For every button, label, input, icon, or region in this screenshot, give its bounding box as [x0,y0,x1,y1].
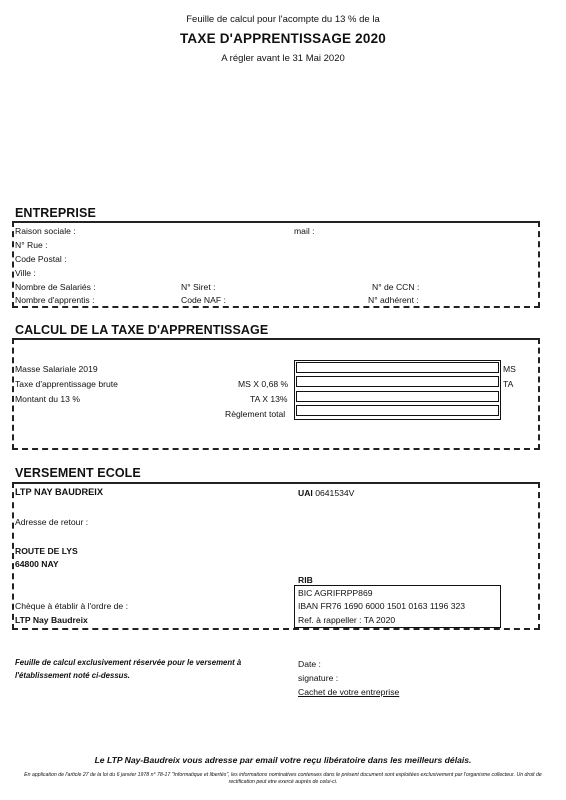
code-postal-label: Code Postal : [15,254,67,264]
iban-text: IBAN FR76 1690 6000 1501 0163 1196 323 [298,601,466,611]
rib-label: RIB [298,575,313,585]
adherent-label: N° adhérent : [368,295,419,305]
reglement-label: Règlement total [225,409,286,419]
cheque-payee: LTP Nay Baudreix [15,615,88,625]
note-line-1: Feuille de calcul exclusivement réservée pour le versement à [15,658,242,667]
section-title-versement: VERSEMENT ECOLE [15,466,141,480]
section-title-entreprise: ENTREPRISE [15,206,96,220]
page-title: TAXE D'APPRENTISSAGE 2020 [179,31,387,46]
legal-notice: En application de l'article 27 de la loi du 6 janvier 1978 n° 78-17 "Informatique et libertés", les informations nominatives contenues dans le présent document sont exploitées exclusivement par l'organisme collecteur. Un droit de rectification peut etre exercé auprès de celui-ci. [24,772,542,786]
adresse-retour-label: Adresse de retour : [15,517,89,527]
ville-label: Ville : [15,268,36,278]
bic-text: BIC AGRIFRPP869 [298,588,373,598]
nb-salaries-label: Nombre de Salariés : [15,282,96,292]
taxe-brute-label: Taxe d'apprentissage brute [15,379,118,389]
signature-label: signature : [298,673,339,683]
siret-label: N° Siret : [181,282,216,292]
raison-sociale-label: Raison sociale : [15,226,76,236]
ms-tag: MS [503,364,516,374]
naf-label: Code NAF : [181,295,226,305]
section-title-calcul: CALCUL DE LA TAXE D'APPRENTISSAGE [15,323,269,337]
mail-label: mail : [294,226,315,236]
address-street: ROUTE DE LYS [15,546,78,556]
ref-text: Ref. à rappeller : TA 2020 [298,615,396,625]
masse-salariale-label: Masse Salariale 2019 [15,364,98,374]
date-label: Date : [298,659,321,669]
school-name: LTP NAY BAUDREIX [15,487,103,497]
montant-input[interactable] [296,391,499,402]
reglement-input[interactable] [296,405,499,416]
ta-formula: TA X 13% [250,394,288,404]
nb-apprentis-label: Nombre d'apprentis : [15,295,95,305]
masse-salariale-input[interactable] [296,362,499,373]
email-note: Le LTP Nay-Baudreix vous adresse par email votre reçu libératoire dans les meilleurs délais. [94,755,472,765]
rue-label: N° Rue : [15,240,48,250]
note-line-2: l'établissement noté ci-dessus. [15,671,130,680]
montant-label: Montant du 13 % [15,394,80,404]
ta-tag: TA [503,379,514,389]
deadline-text: A régler avant le 31 Mai 2020 [221,53,345,64]
uai-code [298,488,354,498]
header-subtitle: Feuille de calcul pour l'acompte du 13 % de la [186,14,380,25]
taxe-brute-input[interactable] [296,376,499,387]
address-city: 64800 NAY [15,559,59,569]
ms-formula: MS X 0,68 % [238,379,289,389]
cachet-label: Cachet de votre entreprise [298,687,400,697]
ccn-label: N° de CCN : [372,282,420,292]
cheque-label: Chèque à établir à l'ordre de : [15,601,128,611]
uai-number: 0641534V [312,488,355,498]
uai-prefix: UAI [298,488,313,498]
